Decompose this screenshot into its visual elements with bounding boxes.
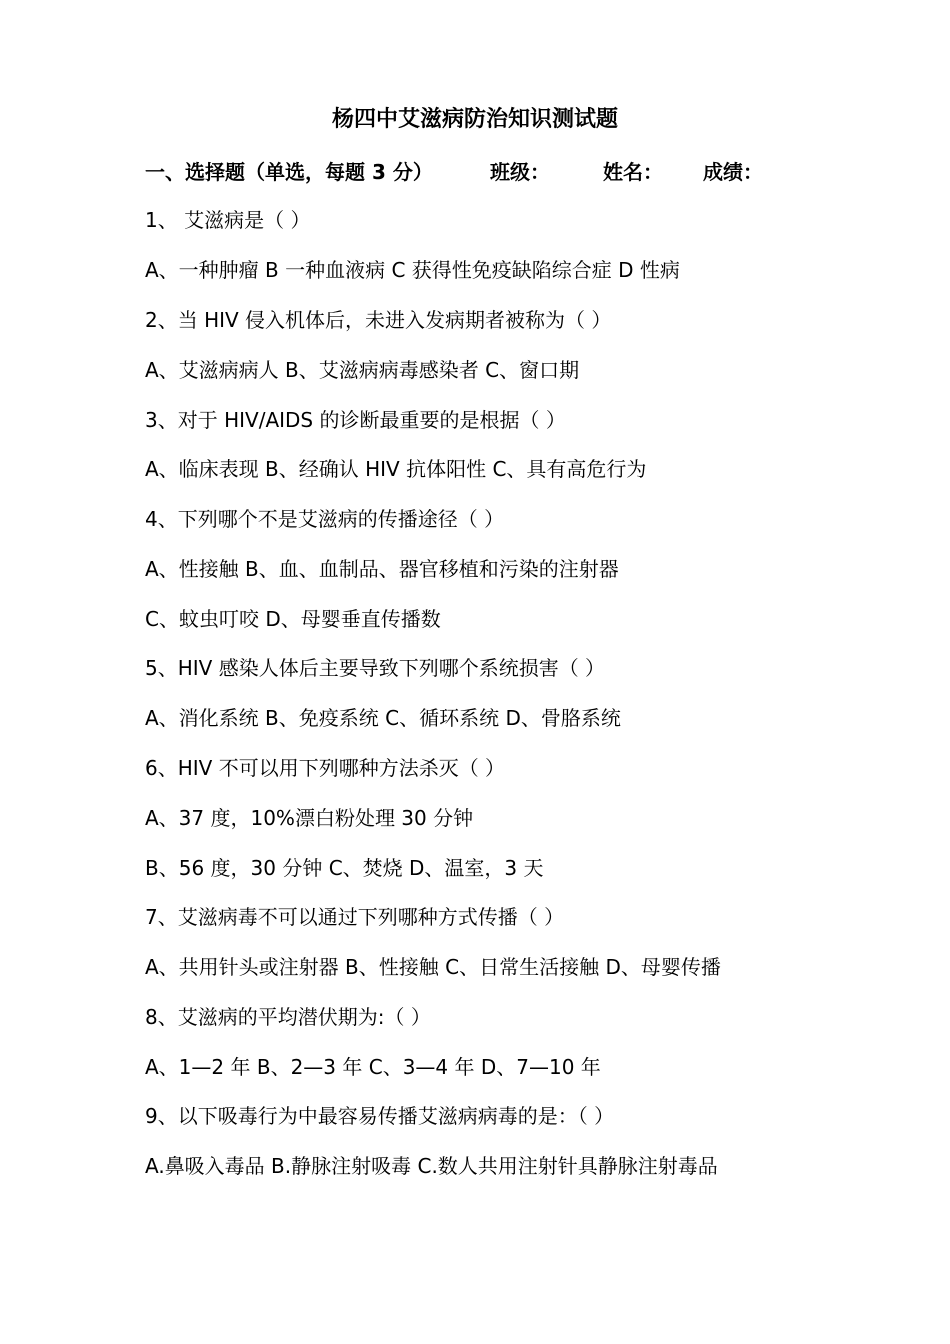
options-6b: B、56 度，30 分钟 C、焚烧 D、温室，3 天 [145,856,544,880]
class-label: 班级： [490,160,550,184]
score-label: 成绩： [703,160,763,184]
options-2: A、艾滋病病人 B、艾滋病病毒感染者 C、窗口期 [145,358,580,382]
question-3: 3、对于 HIV/AIDS 的诊断最重要的是根据（ ） [145,408,566,432]
question-6: 6、HIV 不可以用下列哪种方法杀灭（ ） [145,756,506,780]
options-5: A、消化系统 B、免疫系统 C、循环系统 D、骨胳系统 [145,706,621,730]
question-5: 5、HIV 感染人体后主要导致下列哪个系统损害（ ） [145,656,606,680]
question-2: 2、当 HIV 侵入机体后，未进入发病期者被称为（ ） [145,308,612,332]
options-6a: A、37 度，10%漂白粉处理 30 分钟 [145,806,474,830]
question-4: 4、下列哪个不是艾滋病的传播途径（ ） [145,507,505,531]
options-7: A、共用针头或注射器 B、性接触 C、日常生活接触 D、母婴传播 [145,955,721,979]
options-4b: C、蚊虫叮咬 D、母婴垂直传播数 [145,607,441,631]
options-4a: A、性接触 B、血、血制品、器官移植和污染的注射器 [145,557,619,581]
options-8: A、1—2 年 B、2—3 年 C、3—4 年 D、7—10 年 [145,1055,601,1079]
question-7: 7、艾滋病毒不可以通过下列哪种方式传播（ ） [145,905,565,929]
page-title: 杨四中艾滋病防治知识测试题 [331,107,618,132]
options-1: A、一种肿瘤 B 一种血液病 C 获得性免疫缺陷综合症 D 性病 [145,258,680,282]
question-9: 9、以下吸毒行为中最容易传播艾滋病病毒的是：（ ） [145,1104,615,1128]
options-3: A、临床表现 B、经确认 HIV 抗体阳性 C、具有高危行为 [145,457,647,481]
question-1: 1、 艾滋病是（ ） [145,208,311,232]
section-heading: 一、选择题（单选，每题 3 分） [145,160,433,184]
options-9: A.鼻吸入毒品 B.静脉注射吸毒 C.数人共用注射针具静脉注射毒品 [145,1154,718,1178]
name-label: 姓名： [603,160,663,184]
question-8: 8、艾滋病的平均潜伏期为:（ ） [145,1005,431,1029]
